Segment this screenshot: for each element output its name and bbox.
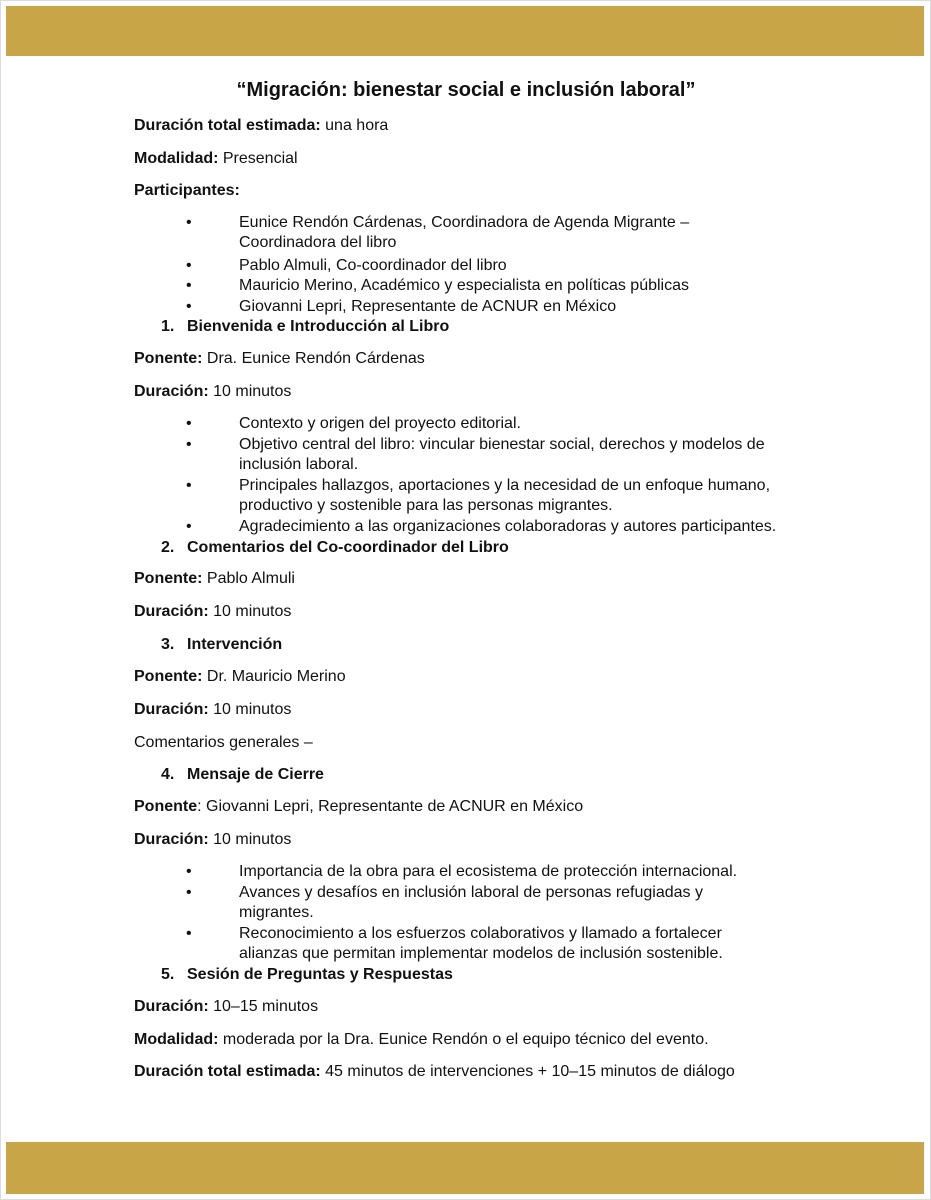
duracion-value: 10 minutos: [208, 831, 292, 848]
bullet-icon: •: [186, 884, 192, 901]
duracion-line: [134, 830, 291, 850]
bullet-icon: •: [186, 518, 192, 535]
duracion-line: [134, 700, 291, 720]
ponente-line: [134, 349, 425, 369]
bullet-icon: •: [186, 436, 192, 453]
duracion-label: Duración:: [134, 603, 209, 620]
list-item: Giovanni Lepri, Representante de ACNUR en México: [239, 298, 617, 315]
bullet-icon: •: [186, 415, 192, 432]
section-title: Comentarios del Co-coordinador del Libro: [187, 539, 509, 556]
section-number: 4.: [161, 766, 175, 783]
ponente-value: Dra. Eunice Rendón Cárdenas: [202, 350, 425, 367]
ponente-line: [134, 797, 583, 817]
duracion-value: 10–15 minutos: [208, 998, 319, 1015]
ponente-value: : Giovanni Lepri, Representante de ACNUR en México: [197, 798, 584, 815]
section-number: 2.: [161, 539, 175, 556]
top-gold-banner: [6, 6, 924, 56]
ponente-label: Ponente:: [134, 570, 203, 587]
modalidad-value: Presencial: [218, 150, 298, 167]
ponente-label: Ponente: [134, 798, 198, 815]
ponente-label: Ponente:: [134, 668, 203, 685]
modalidad-label: Modalidad:: [134, 1031, 219, 1048]
list-item: Objetivo central del libro: vincular bienestar social, derechos y modelos de inclusión laboral.: [239, 436, 765, 473]
bottom-gold-banner: [6, 1142, 924, 1194]
section-title: Intervención: [187, 636, 283, 653]
section-title: Bienvenida e Introducción al Libro: [187, 318, 450, 335]
ponente-line: [134, 667, 346, 687]
duracion-total-line: [134, 116, 388, 136]
duracion-total-label: Duración total estimada:: [134, 1063, 321, 1080]
bullet-icon: •: [186, 863, 192, 880]
participantes-heading: [134, 181, 240, 201]
ponente-line: [134, 569, 295, 589]
list-item: Pablo Almuli, Co-coordinador del libro: [239, 257, 507, 274]
comentarios-generales: Comentarios generales –: [134, 734, 313, 751]
duracion-line: [134, 997, 318, 1017]
ponente-value: Dr. Mauricio Merino: [202, 668, 346, 685]
bullet-icon: •: [186, 214, 192, 231]
section-number: 3.: [161, 636, 175, 653]
duracion-total-footer: [134, 1062, 735, 1082]
section-title: Mensaje de Cierre: [187, 766, 324, 783]
list-item: Avances y desafíos en inclusión laboral de personas refugiadas y migrantes.: [239, 884, 703, 921]
ponente-value: Pablo Almuli: [202, 570, 295, 587]
ponente-label: Ponente:: [134, 350, 203, 367]
modalidad-label: Modalidad:: [134, 150, 219, 167]
duracion-label: Duración:: [134, 383, 209, 400]
duracion-label: Duración:: [134, 831, 209, 848]
list-item: Agradecimiento a las organizaciones colaboradoras y autores participantes.: [239, 518, 777, 535]
section-number: 1.: [161, 318, 175, 335]
duracion-line: [134, 382, 291, 402]
modalidad-line: [134, 149, 298, 169]
duracion-label: Duración:: [134, 998, 209, 1015]
bullet-icon: •: [186, 925, 192, 942]
list-item: Importancia de la obra para el ecosistema de protección internacional.: [239, 863, 738, 880]
bullet-icon: •: [186, 277, 192, 294]
participantes-label: Participantes:: [134, 182, 240, 199]
bullet-icon: •: [186, 298, 192, 315]
list-item: Mauricio Merino, Académico y especialista en políticas públicas: [239, 277, 689, 294]
section-number: 5.: [161, 966, 175, 983]
duracion-total-value: 45 minutos de intervenciones + 10–15 minutos de diálogo: [320, 1063, 735, 1080]
bullet-icon: •: [186, 257, 192, 274]
duracion-value: 10 minutos: [208, 603, 292, 620]
section-title: Sesión de Preguntas y Respuestas: [187, 966, 453, 983]
modalidad-value: moderada por la Dra. Eunice Rendón o el equipo técnico del evento.: [218, 1031, 709, 1048]
modalidad-line: [134, 1030, 709, 1050]
duracion-label: Duración:: [134, 701, 209, 718]
duracion-value: 10 minutos: [208, 701, 292, 718]
duracion-total-label: Duración total estimada:: [134, 117, 321, 134]
list-item: Eunice Rendón Cárdenas, Coordinadora de Agenda Migrante – Coordinadora del libro: [239, 214, 690, 251]
list-item: Reconocimiento a los esfuerzos colaborativos y llamado a fortalecer alianzas que permitan implementar modelos de inclusión sostenible.: [239, 925, 723, 962]
page-title: “Migración: bienestar social e inclusión laboral”: [236, 79, 696, 101]
duracion-line: [134, 602, 291, 622]
list-item: Principales hallazgos, aportaciones y la necesidad de un enfoque humano, productivo y sostenible para las personas migrantes.: [239, 477, 771, 514]
duracion-value: 10 minutos: [208, 383, 292, 400]
duracion-total-value: una hora: [320, 117, 389, 134]
list-item: Contexto y origen del proyecto editorial.: [239, 415, 521, 432]
bullet-icon: •: [186, 477, 192, 494]
